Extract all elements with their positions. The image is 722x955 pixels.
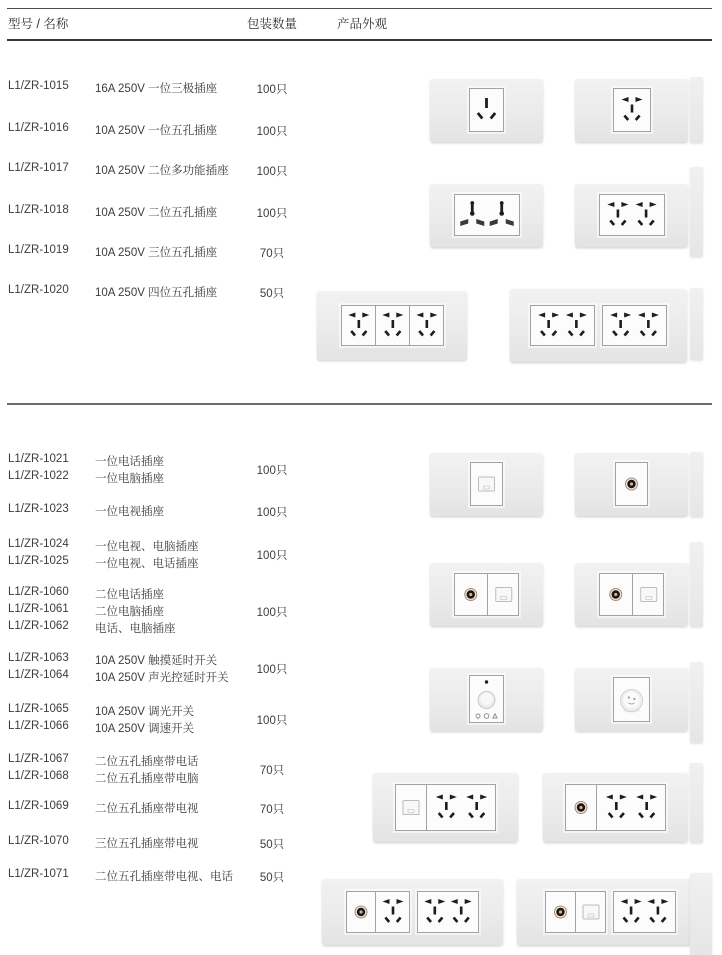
socket-module: [409, 306, 444, 345]
dimmer-knob-icon: [614, 678, 649, 721]
model-cell: L1/ZR-1021: [8, 453, 69, 465]
socket-5x2-icon: [614, 892, 675, 932]
table-row-group: [0, 284, 340, 301]
socket-module-group: [454, 194, 520, 236]
socket-module: [531, 306, 594, 345]
model-cell: L1/ZR-1018: [8, 204, 69, 216]
table-row-group: [0, 753, 340, 787]
name-cell: 10A 250V 声光控延时开关: [95, 672, 229, 684]
cropped-panel-sliver: [690, 763, 703, 843]
table-row-group: [0, 503, 340, 520]
socket-module: [614, 678, 649, 721]
phone-computer-jack-icon: [396, 785, 426, 830]
socket-module-group: [395, 784, 496, 831]
qty-cell: 70只: [259, 247, 285, 260]
socket-module: [603, 306, 666, 345]
socket-module: [487, 574, 520, 615]
socket-module: [455, 574, 487, 615]
model-cell: L1/ZR-1065: [8, 703, 69, 715]
name-cell: 一位电视、电话插座: [95, 558, 199, 570]
socket-module: [342, 306, 376, 345]
phone-computer-jack-icon: [488, 574, 520, 615]
socket-module: [396, 785, 426, 830]
socket-5hole-icon: [376, 306, 410, 345]
socket-module-group: [469, 675, 504, 723]
table-row-group: [0, 80, 340, 97]
qty-cell: 100只: [256, 606, 288, 619]
table-row-group: [0, 800, 340, 817]
name-cell: 10A 250V 一位五孔插座: [95, 125, 218, 137]
socket-tv: [575, 452, 688, 516]
table-row-group: [0, 162, 340, 179]
qty-cell: 100只: [256, 715, 288, 727]
socket-module-group: [346, 891, 410, 933]
socket-2gang-multi: [430, 183, 543, 247]
qty-cell: 100只: [256, 664, 288, 676]
name-cell: 10A 250V 二位多功能插座: [95, 165, 229, 177]
column-header-product-appearance: 产品外观: [337, 17, 388, 31]
phone-computer-jack-icon: [576, 892, 606, 932]
socket-5hole-icon: [342, 306, 376, 345]
column-header-packaging-qty: 包装数量: [246, 17, 297, 31]
model-cell: L1/ZR-1069: [8, 800, 69, 812]
model-cell: L1/ZR-1015: [8, 80, 69, 92]
cropped-panel-sliver: [690, 77, 703, 143]
name-cell: 二位五孔插座带电视、电话: [95, 871, 233, 883]
socket-module: [375, 306, 410, 345]
column-header-model-name: 型号 / 名称: [8, 17, 69, 31]
tv-coax-icon: [546, 892, 575, 932]
socket-module-group: [545, 891, 606, 933]
phone-computer-jack-icon: [471, 463, 502, 505]
socket-5x2-icon: [603, 306, 666, 345]
model-cell: L1/ZR-1064: [8, 669, 69, 681]
socket-3gang-5hole-tv: [322, 878, 503, 945]
socket-module: [600, 195, 664, 235]
name-cell: 一位电视插座: [95, 506, 164, 518]
model-cell: L1/ZR-1025: [8, 555, 69, 567]
model-cell: L1/ZR-1060: [8, 586, 69, 598]
table-row-group: [0, 586, 340, 637]
socket-2gang-5hole: [575, 183, 688, 247]
model-cell: L1/ZR-1022: [8, 470, 69, 482]
socket-3pin-icon: [470, 89, 503, 131]
socket-phone-jack: [430, 452, 543, 516]
socket-module-group: [613, 88, 651, 132]
name-cell: 10A 250V 三位五孔插座: [95, 247, 218, 259]
socket-module: [418, 892, 478, 932]
model-cell: L1/ZR-1016: [8, 122, 69, 134]
qty-cell: 100只: [256, 83, 288, 96]
tv-coax-icon: [347, 892, 375, 932]
model-cell: L1/ZR-1068: [8, 770, 69, 782]
model-cell: L1/ZR-1061: [8, 603, 69, 615]
socket-module: [566, 785, 596, 830]
socket-5x2-icon: [600, 195, 664, 235]
socket-5x2-icon: [427, 785, 496, 830]
socket-module-group: [469, 88, 504, 132]
model-cell: L1/ZR-1067: [8, 753, 69, 765]
phone-computer-jack-icon: [633, 574, 665, 615]
socket-2gang-5hole-tv: [543, 772, 688, 842]
socket-module-group: [615, 462, 648, 506]
socket-module-group: [470, 462, 503, 506]
socket-5x2-icon: [418, 892, 478, 932]
socket-module-group: [613, 677, 650, 722]
name-cell: 二位电话插座: [95, 589, 164, 601]
socket-module: [575, 892, 606, 932]
cropped-panel-sliver: [690, 662, 703, 743]
cropped-panel-sliver: [690, 452, 703, 517]
socket-module: [600, 574, 632, 615]
qty-cell: 50只: [259, 838, 285, 851]
name-cell: 二位五孔插座带电脑: [95, 773, 199, 785]
model-cell: L1/ZR-1063: [8, 652, 69, 664]
qty-cell: 100只: [256, 165, 288, 178]
name-cell: 二位五孔插座带电视: [95, 803, 199, 815]
cropped-panel-sliver: [690, 873, 712, 955]
qty-cell: 70只: [259, 803, 285, 816]
model-cell: L1/ZR-1019: [8, 244, 69, 256]
qty-cell: 100只: [256, 207, 288, 220]
horizontal-rule: [7, 8, 712, 9]
socket-module: [546, 892, 575, 932]
socket-module-group: [565, 784, 666, 831]
touch-delay-switch: [430, 667, 543, 731]
socket-module-group: [613, 891, 676, 933]
name-cell: 10A 250V 调速开关: [95, 723, 195, 735]
name-cell: 电话、电脑插座: [95, 623, 176, 635]
name-cell: 一位电话插座: [95, 456, 164, 468]
socket-5x2-icon: [597, 785, 666, 830]
name-cell: 10A 250V 二位五孔插座: [95, 207, 218, 219]
model-cell: L1/ZR-1017: [8, 162, 69, 174]
model-cell: L1/ZR-1071: [8, 868, 69, 880]
socket-module: [426, 785, 496, 830]
socket-module: [375, 892, 410, 932]
table-row-group: [0, 835, 340, 852]
socket-module: [470, 89, 503, 131]
name-cell: 二位五孔插座带电话: [95, 756, 199, 768]
table-row-group: [0, 538, 340, 572]
table-row-group: [0, 652, 340, 686]
socket-module: [347, 892, 375, 932]
socket-module: [470, 676, 503, 722]
qty-cell: 100只: [256, 506, 288, 519]
table-row-group: [0, 204, 340, 221]
socket-module-group: [599, 194, 665, 236]
socket-module: [614, 89, 650, 131]
table-row-group: [0, 122, 340, 139]
model-cell: L1/ZR-1062: [8, 620, 69, 632]
table-row-group: [0, 453, 340, 487]
tv-coax-icon: [616, 463, 647, 505]
socket-module-group: [602, 305, 667, 346]
socket-module-group: [599, 573, 664, 616]
socket-1gang-3pin: [430, 78, 543, 142]
socket-module: [471, 463, 502, 505]
cropped-panel-sliver: [690, 542, 703, 627]
cropped-panel-sliver: [690, 167, 703, 257]
socket-module: [596, 785, 666, 830]
socket-2gang-5hole-tv-phone: [517, 878, 703, 945]
model-cell: L1/ZR-1024: [8, 538, 69, 550]
socket-module-group: [341, 305, 444, 346]
socket-module-group: [530, 305, 595, 346]
socket-tv-phone: [430, 562, 543, 626]
horizontal-rule: [7, 39, 712, 41]
model-cell: L1/ZR-1066: [8, 720, 69, 732]
name-cell: 二位电脑插座: [95, 606, 164, 618]
model-cell: L1/ZR-1023: [8, 503, 69, 515]
name-cell: 一位电视、电脑插座: [95, 541, 199, 553]
name-cell: 10A 250V 四位五孔插座: [95, 287, 218, 299]
socket-5hole-icon: [376, 892, 410, 932]
qty-cell: 100只: [256, 125, 288, 138]
qty-cell: 50只: [259, 287, 285, 300]
socket-4gang-5hole: [510, 288, 687, 362]
socket-3gang-5hole: [317, 290, 467, 360]
socket-module: [616, 463, 647, 505]
table-row-group: [0, 868, 340, 885]
socket-module: [455, 195, 519, 235]
socket-5hole-icon: [614, 89, 650, 131]
socket-module: [632, 574, 665, 615]
socket-multifunction-icon: [455, 195, 519, 235]
name-cell: 10A 250V 调光开关: [95, 706, 195, 718]
model-cell: L1/ZR-1020: [8, 284, 69, 296]
cropped-panel-sliver: [690, 288, 703, 360]
socket-module-group: [454, 573, 519, 616]
socket-module-group: [417, 891, 479, 933]
horizontal-rule: [7, 403, 712, 405]
qty-cell: 70只: [259, 765, 285, 777]
model-cell: L1/ZR-1070: [8, 835, 69, 847]
name-cell: 16A 250V 一位三极插座: [95, 83, 218, 95]
table-row-group: [0, 244, 340, 261]
qty-cell: 100只: [256, 465, 288, 477]
table-row-group: [0, 703, 340, 737]
tv-coax-icon: [455, 574, 487, 615]
socket-1gang-5hole: [575, 78, 688, 142]
touch-delay-switch-icon: [470, 676, 503, 722]
socket-2gang-5hole-phone: [373, 772, 518, 842]
socket-5x2-icon: [531, 306, 594, 345]
socket-module: [614, 892, 675, 932]
tv-coax-icon: [600, 574, 632, 615]
name-cell: 10A 250V 触摸延时开关: [95, 655, 218, 667]
socket-tv-computer: [575, 562, 688, 626]
name-cell: 一位电脑插座: [95, 473, 164, 485]
dimmer-switch: [575, 667, 688, 731]
tv-coax-icon: [566, 785, 596, 830]
qty-cell: 50只: [259, 871, 285, 884]
name-cell: 三位五孔插座带电视: [95, 838, 199, 850]
qty-cell: 100只: [256, 550, 288, 562]
socket-5hole-icon: [410, 306, 444, 345]
